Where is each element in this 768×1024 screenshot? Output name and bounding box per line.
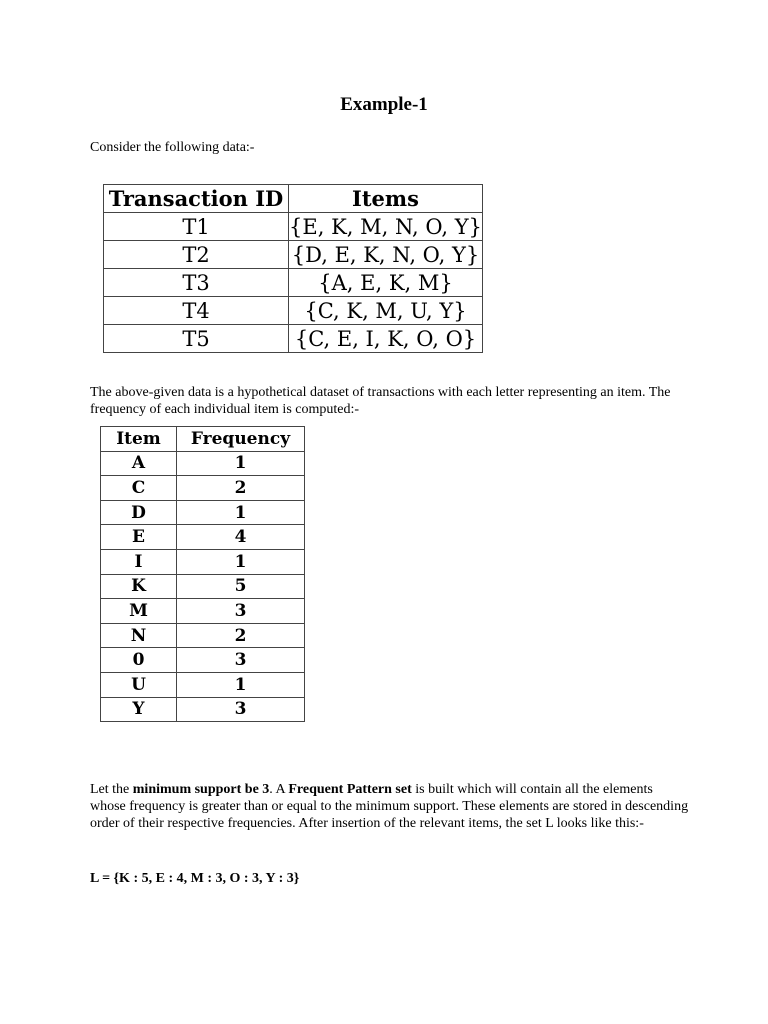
table-row	[104, 241, 483, 269]
item-cell: 0	[101, 648, 177, 673]
support-paragraph	[90, 781, 690, 832]
page-title: Example-1	[340, 94, 428, 115]
table-row	[101, 574, 305, 599]
item-cell: A	[101, 451, 177, 476]
transaction-id-cell: T3	[104, 269, 289, 297]
table-row	[101, 697, 305, 722]
table-row	[104, 213, 483, 241]
table-row	[101, 500, 305, 525]
description-text: The above-given data is a hypothetical dataset of transactions with each letter representing an item. The frequency of each individual item is computed:-	[90, 385, 671, 417]
item-cell: I	[101, 549, 177, 574]
frequency-cell: 3	[177, 599, 305, 624]
table-row	[104, 269, 483, 297]
support-text: Let the	[90, 782, 133, 797]
frequency-cell: 4	[177, 525, 305, 550]
table-row	[104, 325, 483, 353]
item-cell: K	[101, 574, 177, 599]
item-cell: U	[101, 672, 177, 697]
table-row	[104, 297, 483, 325]
frequency-cell: 2	[177, 476, 305, 501]
item-cell: D	[101, 500, 177, 525]
table-header-row	[101, 427, 305, 452]
frequency-table	[100, 426, 305, 722]
frequency-cell: 1	[177, 672, 305, 697]
table-row	[101, 623, 305, 648]
support-text: is built which will contain all the elements whose frequency is greater than or equal to the minimum support. These elements are stored in descending order of their respective frequencies. After insertion of the relevant items, the set L looks like this:-	[90, 782, 689, 831]
table-row	[101, 549, 305, 574]
transaction-items-cell: {C, E, I, K, O, O}	[289, 325, 483, 353]
transaction-id-cell: T1	[104, 213, 289, 241]
transaction-id-cell: T5	[104, 325, 289, 353]
frequency-cell: 1	[177, 549, 305, 574]
minimum-support-emphasis: minimum support be 3	[132, 782, 270, 797]
table-row	[101, 599, 305, 624]
l-set-result: L = {K : 5, E : 4, M : 3, O : 3, Y : 3}	[90, 871, 300, 886]
table-row	[101, 648, 305, 673]
column-header-item: Item	[101, 427, 177, 452]
column-header-frequency: Frequency	[177, 427, 305, 452]
frequency-cell: 1	[177, 500, 305, 525]
item-cell: M	[101, 599, 177, 624]
transactions-table	[103, 184, 483, 353]
intro-text: Consider the following data:-	[90, 140, 255, 155]
table-row	[101, 476, 305, 501]
support-text: . A	[269, 782, 289, 797]
transaction-items-cell: {D, E, K, N, O, Y}	[289, 241, 483, 269]
frequency-cell: 5	[177, 574, 305, 599]
frequency-cell: 3	[177, 648, 305, 673]
transaction-items-cell: {C, K, M, U, Y}	[289, 297, 483, 325]
item-cell: C	[101, 476, 177, 501]
frequency-cell: 2	[177, 623, 305, 648]
column-header-transaction-id: Transaction ID	[104, 185, 289, 213]
item-cell: E	[101, 525, 177, 550]
item-cell: Y	[101, 697, 177, 722]
transaction-id-cell: T4	[104, 297, 289, 325]
frequent-pattern-set-emphasis: Frequent Pattern set	[288, 782, 412, 797]
frequency-cell: 3	[177, 697, 305, 722]
table-row	[101, 451, 305, 476]
transaction-id-cell: T2	[104, 241, 289, 269]
item-cell: N	[101, 623, 177, 648]
transaction-items-cell: {A, E, K, M}	[289, 269, 483, 297]
table-row	[101, 525, 305, 550]
table-header-row	[104, 185, 483, 213]
table-row	[101, 672, 305, 697]
column-header-items: Items	[289, 185, 483, 213]
transaction-items-cell: {E, K, M, N, O, Y}	[289, 214, 482, 239]
frequency-cell: 1	[177, 451, 305, 476]
